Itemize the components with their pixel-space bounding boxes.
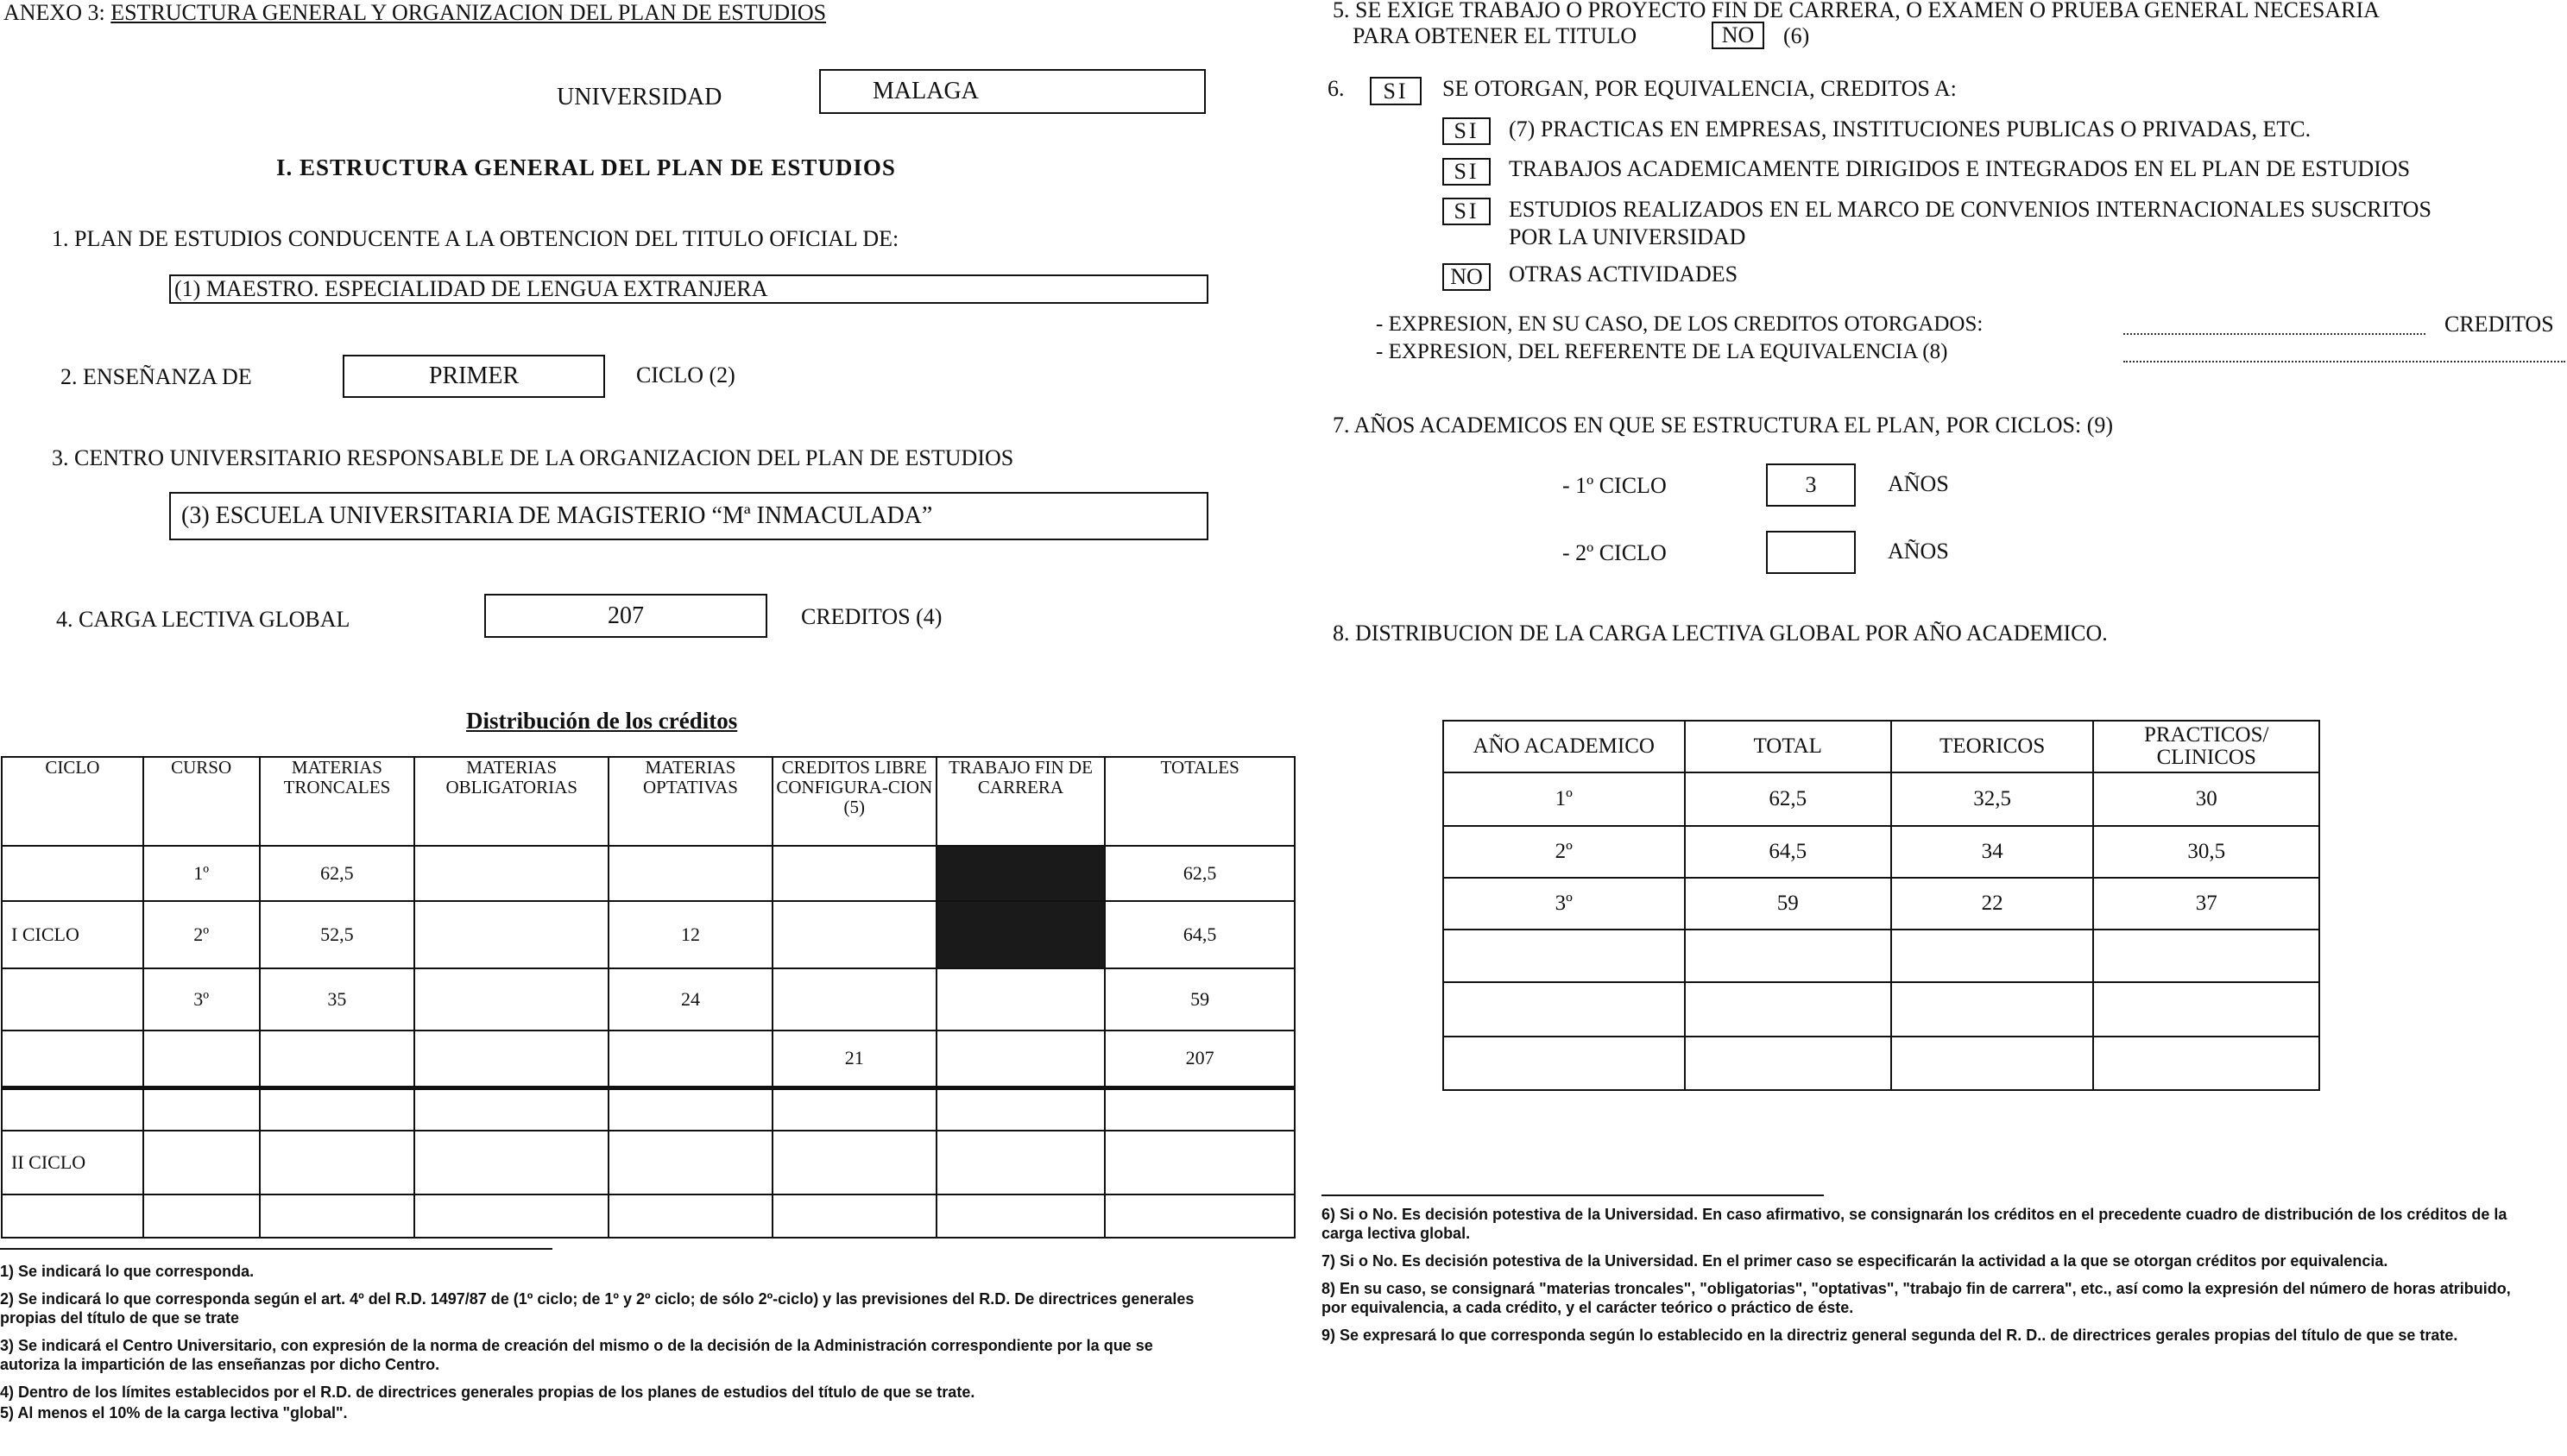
degree-title-value: (1) MAESTRO. ESPECIALIDAD DE LENGUA EXTRANJERA	[174, 276, 768, 301]
table-row	[2, 968, 1295, 1031]
cell-trabajo-fin-shaded	[937, 846, 1106, 901]
cycle2-label: II CICLO	[2, 1131, 143, 1194]
cell-obligatorias	[414, 968, 609, 1031]
section-title: I. ESTRUCTURA GENERAL DEL PLAN DE ESTUDIOS	[276, 154, 896, 180]
header-ciclo: CICLO	[2, 757, 143, 846]
cell-total	[1685, 930, 1891, 982]
footnote-1: 1) Se indicará lo que corresponda.	[0, 1263, 255, 1280]
annex-heading	[3, 0, 826, 26]
item5-line2: PARA OBTENER EL TITULO	[1353, 23, 1637, 48]
cell-obligatorias	[414, 1031, 609, 1087]
footnote-6: 6) Si o No. Es decisión potestiva de la Universidad. En caso afirmativo, se consignarán los créditos en el precedente cuadro de distribución de los créditos de la carga lectiva global.	[1321, 1206, 2507, 1242]
distribution-title: Distribución de los créditos	[466, 708, 738, 734]
cell-year	[1443, 930, 1685, 982]
footnote-5: 5) Al menos el 10% de la carga lectiva "global".	[0, 1404, 348, 1421]
header-totales: TOTALES	[1105, 757, 1295, 846]
table-row	[1443, 982, 2319, 1037]
cycle1-years-unit: AÑOS	[1888, 471, 1949, 496]
option4-box	[1442, 263, 1491, 291]
cell-teoricos: 34	[1891, 826, 2094, 878]
total-load-value: 207	[608, 602, 644, 629]
item6-number: 6.	[1328, 76, 1345, 101]
cycle-field	[343, 355, 605, 398]
credits-distribution-table	[1, 756, 1296, 1239]
footnotes-left	[0, 1262, 1213, 1422]
table-row	[2, 1131, 1295, 1194]
cycle2-years-box	[1766, 531, 1856, 574]
footnote-2: 2) Se indicará lo que corresponda según el art. 4º del R.D. 1497/87 de (1º ciclo; de 1º y 2º ciclo; de sólo 2º-ciclo) y las previsiones del R.D. De directrices generales propias del título de que se trate	[0, 1290, 1195, 1327]
cell-obligatorias	[414, 846, 609, 901]
expr1-blank	[2123, 333, 2425, 335]
cell-totales: 64,5	[1105, 901, 1295, 968]
cycle-value: PRIMER	[428, 362, 520, 389]
option4-value: NO	[1450, 264, 1483, 289]
header-practicos: PRACTICOS/ CLINICOS	[2093, 721, 2319, 772]
footnote-rule-left	[0, 1248, 552, 1250]
table-row	[2, 1031, 1295, 1087]
degree-title-field	[169, 274, 1208, 304]
item5-answer: NO	[1721, 22, 1755, 47]
option3-value: SI	[1454, 199, 1479, 224]
table-row	[2, 901, 1295, 968]
option3-text2: POR LA UNIVERSIDAD	[1509, 224, 1746, 249]
cell-total: 64,5	[1685, 826, 1891, 878]
cell-teoricos: 22	[1891, 878, 2094, 930]
item8-label: 8. DISTRIBUCION DE LA CARGA LECTIVA GLOBAL POR AÑO ACADEMICO.	[1333, 621, 2108, 646]
expr2-blank	[2123, 361, 2565, 362]
item6-label: SE OTORGAN, POR EQUIVALENCIA, CREDITOS A:	[1442, 76, 1957, 101]
cell-libre	[773, 968, 937, 1031]
item6-answer: SI	[1383, 78, 1409, 104]
item5-line1: 5. SE EXIGE TRABAJO O PROYECTO FIN DE CARRERA, O EXAMEN O PRUEBA GENERAL NECESARIA	[1333, 0, 2380, 22]
cell-practicos	[2093, 930, 2319, 982]
item2-suffix: CICLO (2)	[636, 362, 735, 388]
cell-obligatorias	[414, 901, 609, 968]
table-row	[2, 1087, 1295, 1131]
cell-year: 1º	[1443, 772, 1685, 826]
cell-year	[1443, 1037, 1685, 1090]
option1-box	[1442, 117, 1491, 145]
cell-libre: 21	[773, 1031, 937, 1087]
table-row	[2, 846, 1295, 901]
cycle1-years-value: 3	[1805, 472, 1817, 497]
cell-total: 59	[1685, 878, 1891, 930]
header-trabajo-fin: TRABAJO FIN DE CARRERA	[937, 757, 1106, 846]
cell-year	[1443, 982, 1685, 1037]
cell-libre	[773, 901, 937, 968]
cell-total	[1685, 1037, 1891, 1090]
total-load-field	[484, 594, 767, 638]
annual-load-header-row	[1443, 721, 2319, 772]
footnote-3: 3) Se indicará el Centro Universitario, con expresión de la norma de creación del mismo o de la decisión de la Administración correspondiente por la que se autoriza la impartición de las enseñanzas por dicho Centro.	[0, 1337, 1153, 1373]
option2-text: TRABAJOS ACADEMICAMENTE DIRIGIDOS E INTEGRADOS EN EL PLAN DE ESTUDIOS	[1509, 156, 2411, 181]
cell-optativas	[609, 1031, 773, 1087]
footnotes-right	[1321, 1205, 2530, 1345]
cell-troncales: 62,5	[260, 846, 415, 901]
cell-troncales: 52,5	[260, 901, 415, 968]
cell-optativas	[609, 846, 773, 901]
cell-curso: 2º	[143, 901, 260, 968]
table-row	[1443, 930, 2319, 982]
header-optativas: MATERIAS OPTATIVAS	[609, 757, 773, 846]
option1-value: SI	[1454, 118, 1479, 143]
table-row	[1443, 1037, 2319, 1090]
cycle1-years-box	[1766, 463, 1856, 507]
cycle1-years-label: - 1º CICLO	[1562, 473, 1667, 498]
annex-title: ESTRUCTURA GENERAL Y ORGANIZACION DEL PLAN DE ESTUDIOS	[110, 0, 827, 25]
cell-libre	[773, 846, 937, 901]
item1-label: 1. PLAN DE ESTUDIOS CONDUCENTE A LA OBTENCION DEL TITULO OFICIAL DE:	[52, 226, 899, 251]
footnote-rule-right	[1321, 1194, 1824, 1196]
item4-label: 4. CARGA LECTIVA GLOBAL	[56, 607, 350, 632]
cell-totales: 207	[1105, 1031, 1295, 1087]
expr1-label: - EXPRESION, EN SU CASO, DE LOS CREDITOS OTORGADOS:	[1376, 312, 1984, 336]
cycle2-years-label: - 2º CICLO	[1562, 540, 1667, 565]
table-row	[1443, 826, 2319, 878]
university-label: UNIVERSIDAD	[557, 84, 722, 110]
distribution-header-row	[2, 757, 1295, 846]
option3-text: ESTUDIOS REALIZADOS EN EL MARCO DE CONVENIOS INTERNACIONALES SUSCRITOS	[1509, 197, 2431, 222]
cell-optativas: 24	[609, 968, 773, 1031]
header-obligatorias: MATERIAS OBLIGATORIAS	[414, 757, 609, 846]
cell-curso	[143, 1031, 260, 1087]
cell-practicos	[2093, 1037, 2319, 1090]
header-year: AÑO ACADEMICO	[1443, 721, 1685, 772]
cell-year: 2º	[1443, 826, 1685, 878]
header-teoricos: TEORICOS	[1891, 721, 2094, 772]
cell-practicos	[2093, 982, 2319, 1037]
cell-trabajo-fin-shaded	[937, 901, 1106, 968]
item4-suffix: CREDITOS (4)	[801, 604, 943, 629]
item6-answer-box	[1370, 77, 1422, 105]
cell-troncales	[260, 1031, 415, 1087]
expr2-label: - EXPRESION, DEL REFERENTE DE LA EQUIVALENCIA (8)	[1376, 340, 1948, 363]
header-libre-configuracion: CREDITOS LIBRE CONFIGURA-CION (5)	[773, 757, 937, 846]
header-troncales: MATERIAS TRONCALES	[260, 757, 415, 846]
table-row	[2, 1194, 1295, 1238]
cell-teoricos	[1891, 1037, 2094, 1090]
expr1-suffix: CREDITOS	[2444, 312, 2554, 337]
header-curso: CURSO	[143, 757, 260, 846]
footnote-8: 8) En su caso, se consignará "materias troncales", "obligatorias", "optativas", "trabajo fin de carrera", etc., así como la expresión del número de horas atribuido, por equivalencia, a cada crédito, y el carácter teórico o práctico de éste.	[1321, 1280, 2511, 1316]
footnote-7: 7) Si o No. Es decisión potestiva de la Universidad. En el primer caso se especificarán la actividad a la que se otorgan créditos por equivalencia.	[1321, 1252, 2388, 1270]
cell-curso: 3º	[143, 968, 260, 1031]
item3-label: 3. CENTRO UNIVERSITARIO RESPONSABLE DE LA ORGANIZACION DEL PLAN DE ESTUDIOS	[52, 445, 1014, 470]
header-total: TOTAL	[1685, 721, 1891, 772]
item2-label: 2. ENSEÑANZA DE	[60, 364, 252, 389]
center-field	[169, 492, 1208, 540]
cell-total: 62,5	[1685, 772, 1891, 826]
cycle2-years-unit: AÑOS	[1888, 539, 1949, 564]
table-row	[1443, 772, 2319, 826]
footnote-9: 9) Se expresará lo que corresponda según lo establecido en la directriz general segunda del R. D.. de directrices gerales propias del título de que se trate.	[1321, 1327, 2458, 1344]
cell-optativas: 12	[609, 901, 773, 968]
cell-totales: 62,5	[1105, 846, 1295, 901]
cell-practicos: 37	[2093, 878, 2319, 930]
cycle1-label: I CICLO	[2, 901, 143, 968]
option2-box	[1442, 158, 1491, 186]
option2-value: SI	[1454, 159, 1479, 184]
table-row	[1443, 878, 2319, 930]
option4-text: OTRAS ACTIVIDADES	[1509, 262, 1738, 287]
university-field	[819, 69, 1206, 114]
cell-total	[1685, 982, 1891, 1037]
university-value: MALAGA	[873, 78, 979, 104]
cell-teoricos	[1891, 930, 2094, 982]
item5-answer-box	[1712, 22, 1764, 49]
cell-totales: 59	[1105, 968, 1295, 1031]
footnote-4: 4) Dentro de los límites establecidos por el R.D. de directrices generales propias de los planes de estudios del título de que se trate.	[0, 1384, 975, 1401]
cell-year: 3º	[1443, 878, 1685, 930]
cell-troncales: 35	[260, 968, 415, 1031]
annual-load-table	[1442, 720, 2320, 1091]
center-value: (3) ESCUELA UNIVERSITARIA DE MAGISTERIO “Mª INMACULADA”	[181, 502, 933, 529]
cell-practicos: 30,5	[2093, 826, 2319, 878]
cell-practicos: 30	[2093, 772, 2319, 826]
option3-box	[1442, 198, 1491, 225]
item7-label: 7. AÑOS ACADEMICOS EN QUE SE ESTRUCTURA EL PLAN, POR CICLOS: (9)	[1333, 413, 2114, 438]
cell-curso: 1º	[143, 846, 260, 901]
annex-label: ANEXO 3:	[3, 0, 105, 25]
cell-teoricos: 32,5	[1891, 772, 2094, 826]
item5-note: (6)	[1783, 23, 1810, 48]
cell-teoricos	[1891, 982, 2094, 1037]
option1-text: (7) PRACTICAS EN EMPRESAS, INSTITUCIONES PUBLICAS O PRIVADAS, ETC.	[1509, 117, 2312, 142]
